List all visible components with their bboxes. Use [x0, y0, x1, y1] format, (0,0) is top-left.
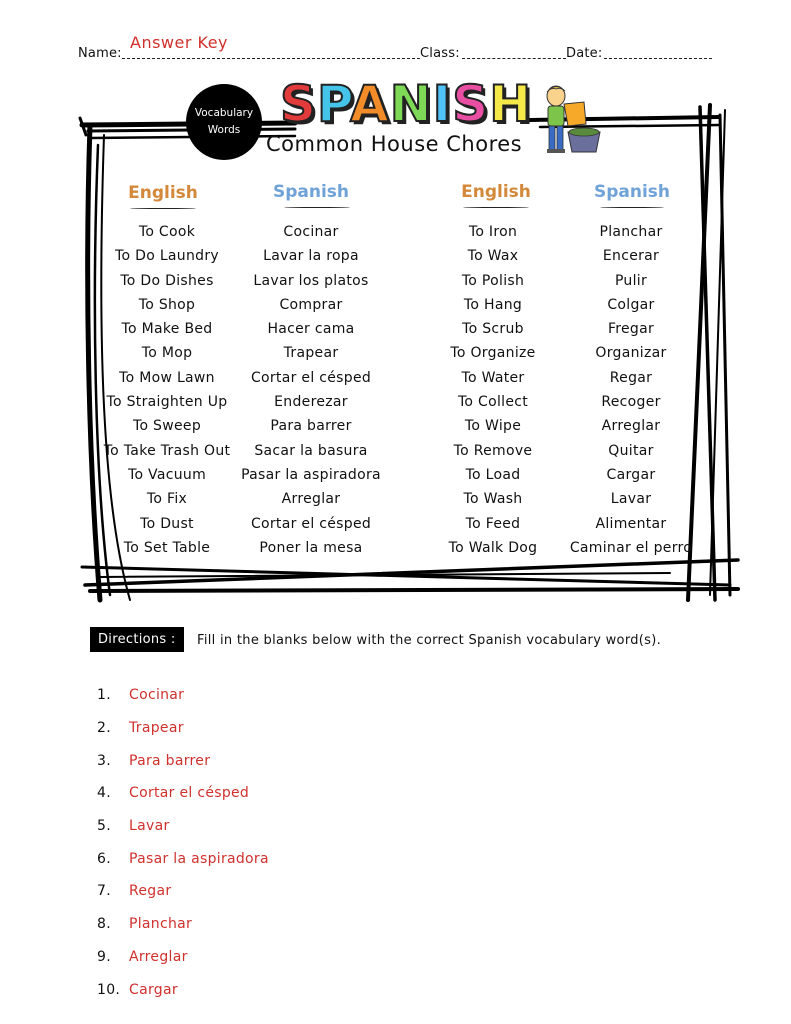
answer-field[interactable]: Cargar [129, 981, 178, 998]
vocab-spanish: Para barrer [270, 418, 352, 435]
vocab-english: To Hang [463, 296, 523, 313]
answer-list [97, 679, 269, 1006]
left-spanish-column [236, 220, 386, 560]
name-label: Name: [78, 46, 122, 61]
answer-field[interactable]: Regar [129, 883, 172, 900]
vocab-spanish: Comprar [279, 296, 343, 313]
vocab-english: To Mow Lawn [119, 369, 215, 386]
header-underline [130, 208, 196, 209]
vocab-english: To Vacuum [127, 466, 207, 483]
vocab-spanish: Cortar el césped [250, 515, 372, 532]
answer-row [97, 679, 269, 712]
title-letter: S [280, 75, 318, 133]
answer-row [97, 941, 269, 974]
date-field[interactable] [604, 58, 712, 59]
vocab-english: To Make Bed [121, 321, 213, 338]
vocab-english: To Shop [138, 296, 196, 313]
answer-number: 8. [97, 916, 111, 933]
title-letter: A [350, 75, 390, 133]
vocab-english: To Wax [467, 248, 519, 265]
vocab-english: To Wash [463, 491, 523, 508]
vocab-english: To Mop [141, 345, 193, 362]
directions-text: Fill in the blanks below with the correct Spanish vocabulary word(s). [197, 633, 662, 648]
vocab-english: To Set Table [123, 539, 211, 556]
answer-number: 10. [97, 981, 121, 998]
badge-line-2: Words [207, 124, 241, 136]
name-field[interactable] [122, 58, 420, 59]
answer-field[interactable]: Planchar [129, 916, 193, 933]
vocab-english: To Iron [468, 224, 518, 240]
answer-field[interactable]: Lavar [129, 818, 170, 835]
vocab-spanish: Cargar [606, 466, 656, 483]
vocab-english: To Walk Dog [448, 539, 538, 556]
answer-number: 2. [97, 720, 111, 737]
vocab-spanish: Cortar el césped [250, 369, 372, 386]
right-spanish-header: Spanish [593, 182, 671, 202]
answer-row [97, 973, 269, 1006]
answer-field[interactable]: Pasar la aspiradora [129, 850, 269, 867]
vocab-spanish: Encerar [602, 248, 660, 265]
vocabulary-words-badge [186, 84, 262, 160]
vocab-spanish: Sacar la basura [254, 442, 368, 459]
answer-field[interactable]: Cocinar [129, 687, 185, 704]
spanish-title [280, 76, 532, 132]
vocab-spanish: Regar [609, 369, 653, 386]
vocab-spanish: Caminar el perro [569, 539, 693, 556]
answer-row [97, 875, 269, 908]
left-english-header: English [128, 183, 198, 203]
left-spanish-header: Spanish [272, 182, 350, 202]
kid-laundry-illustration [540, 82, 606, 156]
vocab-spanish: Arreglar [281, 491, 341, 508]
vocab-spanish: Quitar [608, 442, 654, 459]
vocab-spanish: Fregar [607, 321, 655, 338]
vocab-english: To Cook [138, 224, 196, 240]
header-underline [463, 207, 529, 208]
answer-row [97, 712, 269, 745]
vocab-english: To Organize [450, 345, 536, 362]
answer-number: 5. [97, 818, 111, 835]
answer-field[interactable]: Trapear [129, 720, 184, 737]
vocab-english: To Do Dishes [120, 272, 214, 289]
vocab-spanish: Planchar [599, 224, 663, 240]
title-letter: N [389, 75, 433, 133]
answer-field[interactable]: Cortar el césped [129, 785, 250, 802]
header-underline [284, 207, 350, 208]
worksheet-subtitle: Common House Chores [266, 132, 523, 156]
badge-line-1: Vocabulary [194, 107, 254, 119]
vocab-english: To Fix [146, 491, 188, 508]
right-spanish-column [556, 220, 706, 560]
vocab-spanish: Poner la mesa [259, 539, 363, 556]
vocab-english: To Remove [453, 442, 533, 459]
vocab-spanish: Recoger [601, 394, 661, 411]
answer-field[interactable]: Arreglar [129, 948, 188, 965]
answer-number: 9. [97, 948, 111, 965]
answer-number: 6. [97, 850, 111, 867]
vocab-english: To Sweep [132, 418, 202, 435]
vocab-spanish: Lavar la ropa [263, 248, 359, 265]
left-english-column [92, 220, 242, 560]
title-letter: H [489, 75, 533, 133]
vocab-spanish: Cocinar [283, 224, 339, 240]
vocab-spanish: Hacer cama [267, 321, 355, 338]
vocab-spanish: Pasar la aspiradora [241, 466, 381, 483]
answer-number: 7. [97, 883, 111, 900]
vocab-spanish: Arreglar [601, 418, 661, 435]
vocab-english: To Straighten Up [106, 394, 228, 411]
vocab-english: To Collect [457, 394, 529, 411]
title-letter: S [452, 75, 490, 133]
title-letter: P [317, 75, 351, 133]
vocab-english: To Scrub [462, 321, 524, 338]
vocab-english: To Feed [465, 515, 521, 532]
vocab-spanish: Lavar los platos [253, 272, 369, 289]
vocab-spanish: Trapear [283, 345, 339, 362]
vocab-spanish: Lavar [610, 491, 652, 508]
answer-field[interactable]: Para barrer [129, 752, 211, 769]
vocab-english: To Polish [461, 272, 525, 289]
vocab-english: To Dust [140, 515, 194, 532]
answer-number: 4. [97, 785, 111, 802]
class-label: Class: [420, 46, 460, 61]
answer-row [97, 908, 269, 941]
vocab-english: To Wipe [464, 418, 522, 435]
title-letter: I [432, 75, 453, 133]
vocab-english: To Take Trash Out [103, 442, 231, 459]
answer-number: 1. [97, 687, 111, 704]
directions-label: Directions : [90, 627, 184, 652]
vocab-spanish: Enderezar [274, 394, 348, 411]
header-underline [600, 207, 664, 208]
right-english-column [418, 220, 568, 560]
vocab-english: To Water [461, 369, 525, 386]
vocab-english: To Load [465, 466, 521, 483]
date-label: Date: [566, 46, 603, 61]
answer-row [97, 744, 269, 777]
vocab-spanish: Organizar [595, 345, 667, 362]
vocab-english: To Do Laundry [115, 248, 219, 265]
answer-row [97, 842, 269, 875]
vocab-spanish: Alimentar [595, 515, 667, 532]
answer-row [97, 810, 269, 843]
answer-number: 3. [97, 752, 111, 769]
vocab-spanish: Pulir [614, 272, 648, 289]
answer-row [97, 777, 269, 810]
right-english-header: English [461, 182, 531, 202]
class-field[interactable] [462, 58, 566, 59]
name-value: Answer Key [130, 33, 229, 52]
vocab-spanish: Colgar [607, 296, 655, 313]
